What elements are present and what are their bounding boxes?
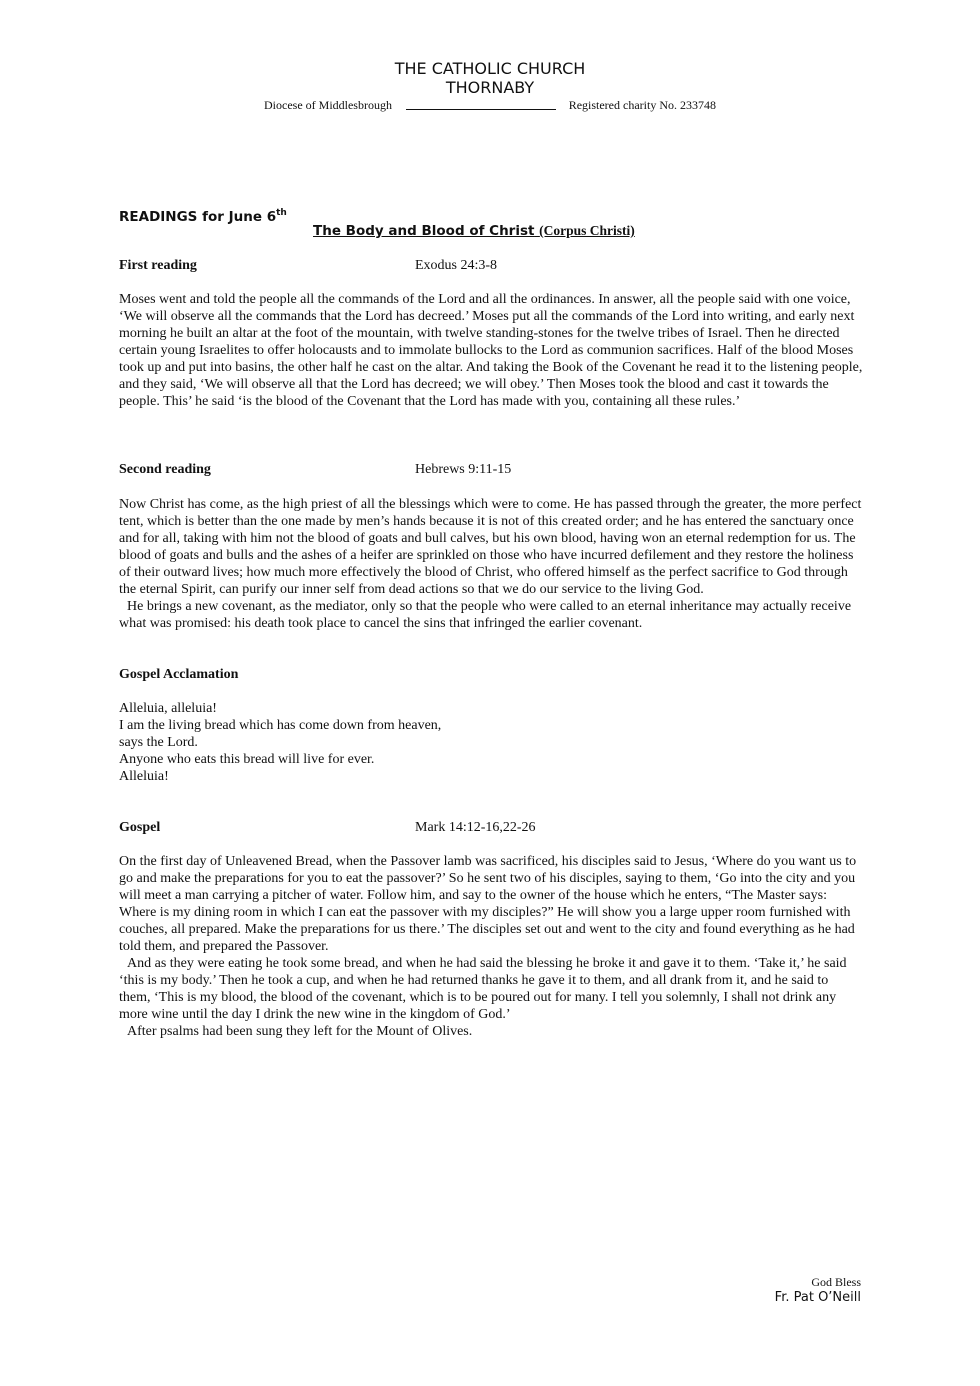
feast-name: The Body and Blood of Christ (313, 223, 535, 239)
acclamation-line: Alleluia, alleluia! (119, 701, 217, 716)
acclamation-line: Anyone who eats this bread will live for ever. (119, 752, 375, 767)
acclamation-label: Gospel Acclamation (119, 667, 239, 682)
gospel-text (119, 853, 863, 1040)
first-reading-paragraph: Moses went and told the people all the commands of the Lord and all the ordinances. In answer, all the people said with one voice, ‘We will observe all the commands that the Lord has decreed.’ Moses put all the commands of the Lord into writing, and early next morning he built an altar at the foot of the mountain, with twelve standing-stones for the twelve tribes of Israel. Then he directed certain young Israelites to offer holocausts and to immolate bullocks to the Lord as communion sacrifices. Half of the blood Moses took up and put into basins, the other half he cast on the altar. And taking the Book of the Covenant he read it to the listening people, and they said, ‘We will observe all that the Lord has decreed; we will obey.’ Then Moses took the blood and cast it towards the people. This’ he said ‘is the blood of the Covenant that the Lord has made with you, containing all these rules.’ (119, 292, 863, 409)
gospel-paragraph-1: On the first day of Unleavened Bread, when the Passover lamb was sacrificed, his disciples said to Jesus, ‘Where do you want us to go and make the preparations for you to eat the passover?’ So he sent two of his disciples, saying to them, ‘Go into the city and you will meet a man carrying a pitcher of water. Follow him, and say to the owner of the house which he enters, “The Master says: Where is my dining room in which I can eat the passover with my disciples?” He will show you a large upper room furnished with couches, all prepared. Make the preparations for us there.’ The disciples set out and went to the city and found everything as he had told them, and prepared the Passover. (119, 854, 857, 954)
acclamation-line: says the Lord. (119, 735, 198, 750)
blessing: God Bless (811, 1275, 861, 1289)
charity-number: Registered charity No. 233748 (568, 98, 716, 112)
acclamation-line: I am the living bread which has come down from heaven, (119, 718, 442, 733)
acclamation-header (119, 666, 861, 684)
first-reading-label: First reading (119, 258, 197, 273)
first-reading-header (119, 257, 861, 275)
second-reading-label: Second reading (119, 462, 211, 477)
feast-subtitle: (Corpus Christi) (539, 223, 635, 238)
gospel-ref: Mark 14:12-16,22-26 (415, 820, 536, 835)
church-town: THORNABY (445, 78, 535, 97)
readings-title-text: READINGS for June 6 (119, 209, 277, 225)
gospel-paragraph-2: And as they were eating he took some bread, and when he had said the blessing he broke it and gave it to them. ‘Take it,’ he said ‘this is my body.’ Then he took a cup, and when he had returned thanks he gave it to them, and all drank from it, and he said to them, ‘This is my blood, the blood of the covenant, which is to be poured out for many. I tell you solemnly, I shall not drink any more wine until the day I drink the new wine in the kingdom of God.’ (119, 956, 847, 1022)
readings-title-sup: th (276, 208, 287, 218)
diocese-line-underline (406, 109, 556, 110)
first-reading-text (119, 291, 863, 410)
feast-title (313, 222, 635, 240)
priest-name: Fr. Pat O’Neill (774, 1290, 861, 1305)
acclamation-text (119, 700, 863, 785)
first-reading-ref: Exodus 24:3-8 (415, 258, 498, 273)
acclamation-line: Alleluia! (119, 769, 169, 784)
church-title: THE CATHOLIC CHURCH (394, 59, 586, 78)
second-reading-paragraph-2: He brings a new covenant, as the mediator, only so that the people who were called to an eternal inheritance may actually receive what was promised: his death took place to cancel the sins that infringed the earlier covenant. (119, 599, 852, 631)
diocese-name: Diocese of Middlesbrough (264, 98, 392, 112)
second-reading-ref: Hebrews 9:11-15 (415, 462, 512, 477)
gospel-paragraph-3: After psalms had been sung they left for the Mount of Olives. (127, 1024, 473, 1039)
gospel-header (119, 819, 861, 837)
gospel-label: Gospel (119, 820, 161, 835)
second-reading-paragraph-1: Now Christ has come, as the high priest of all the blessings which were to come. He has passed through the greater, the more perfect tent, which is better than the one made by men’s hands because it is not of this created order; and he has entered the sanctuary once and for all, taking with him not the blood of goats and bull calves, but his own blood, having won an eternal redemption for us. The blood of goats and bulls and the ashes of a heifer are sprinkled on those who have incurred defilement and they restore the holiness of their outward lives; how much more effectively the blood of Christ, who offered himself as the perfect sacrifice to God through the eternal Spirit, can purify our inner self from dead actions so that we do our service to the living God. (119, 497, 862, 597)
second-reading-header (119, 461, 861, 479)
readings-title (119, 204, 287, 226)
second-reading-text (119, 496, 863, 632)
